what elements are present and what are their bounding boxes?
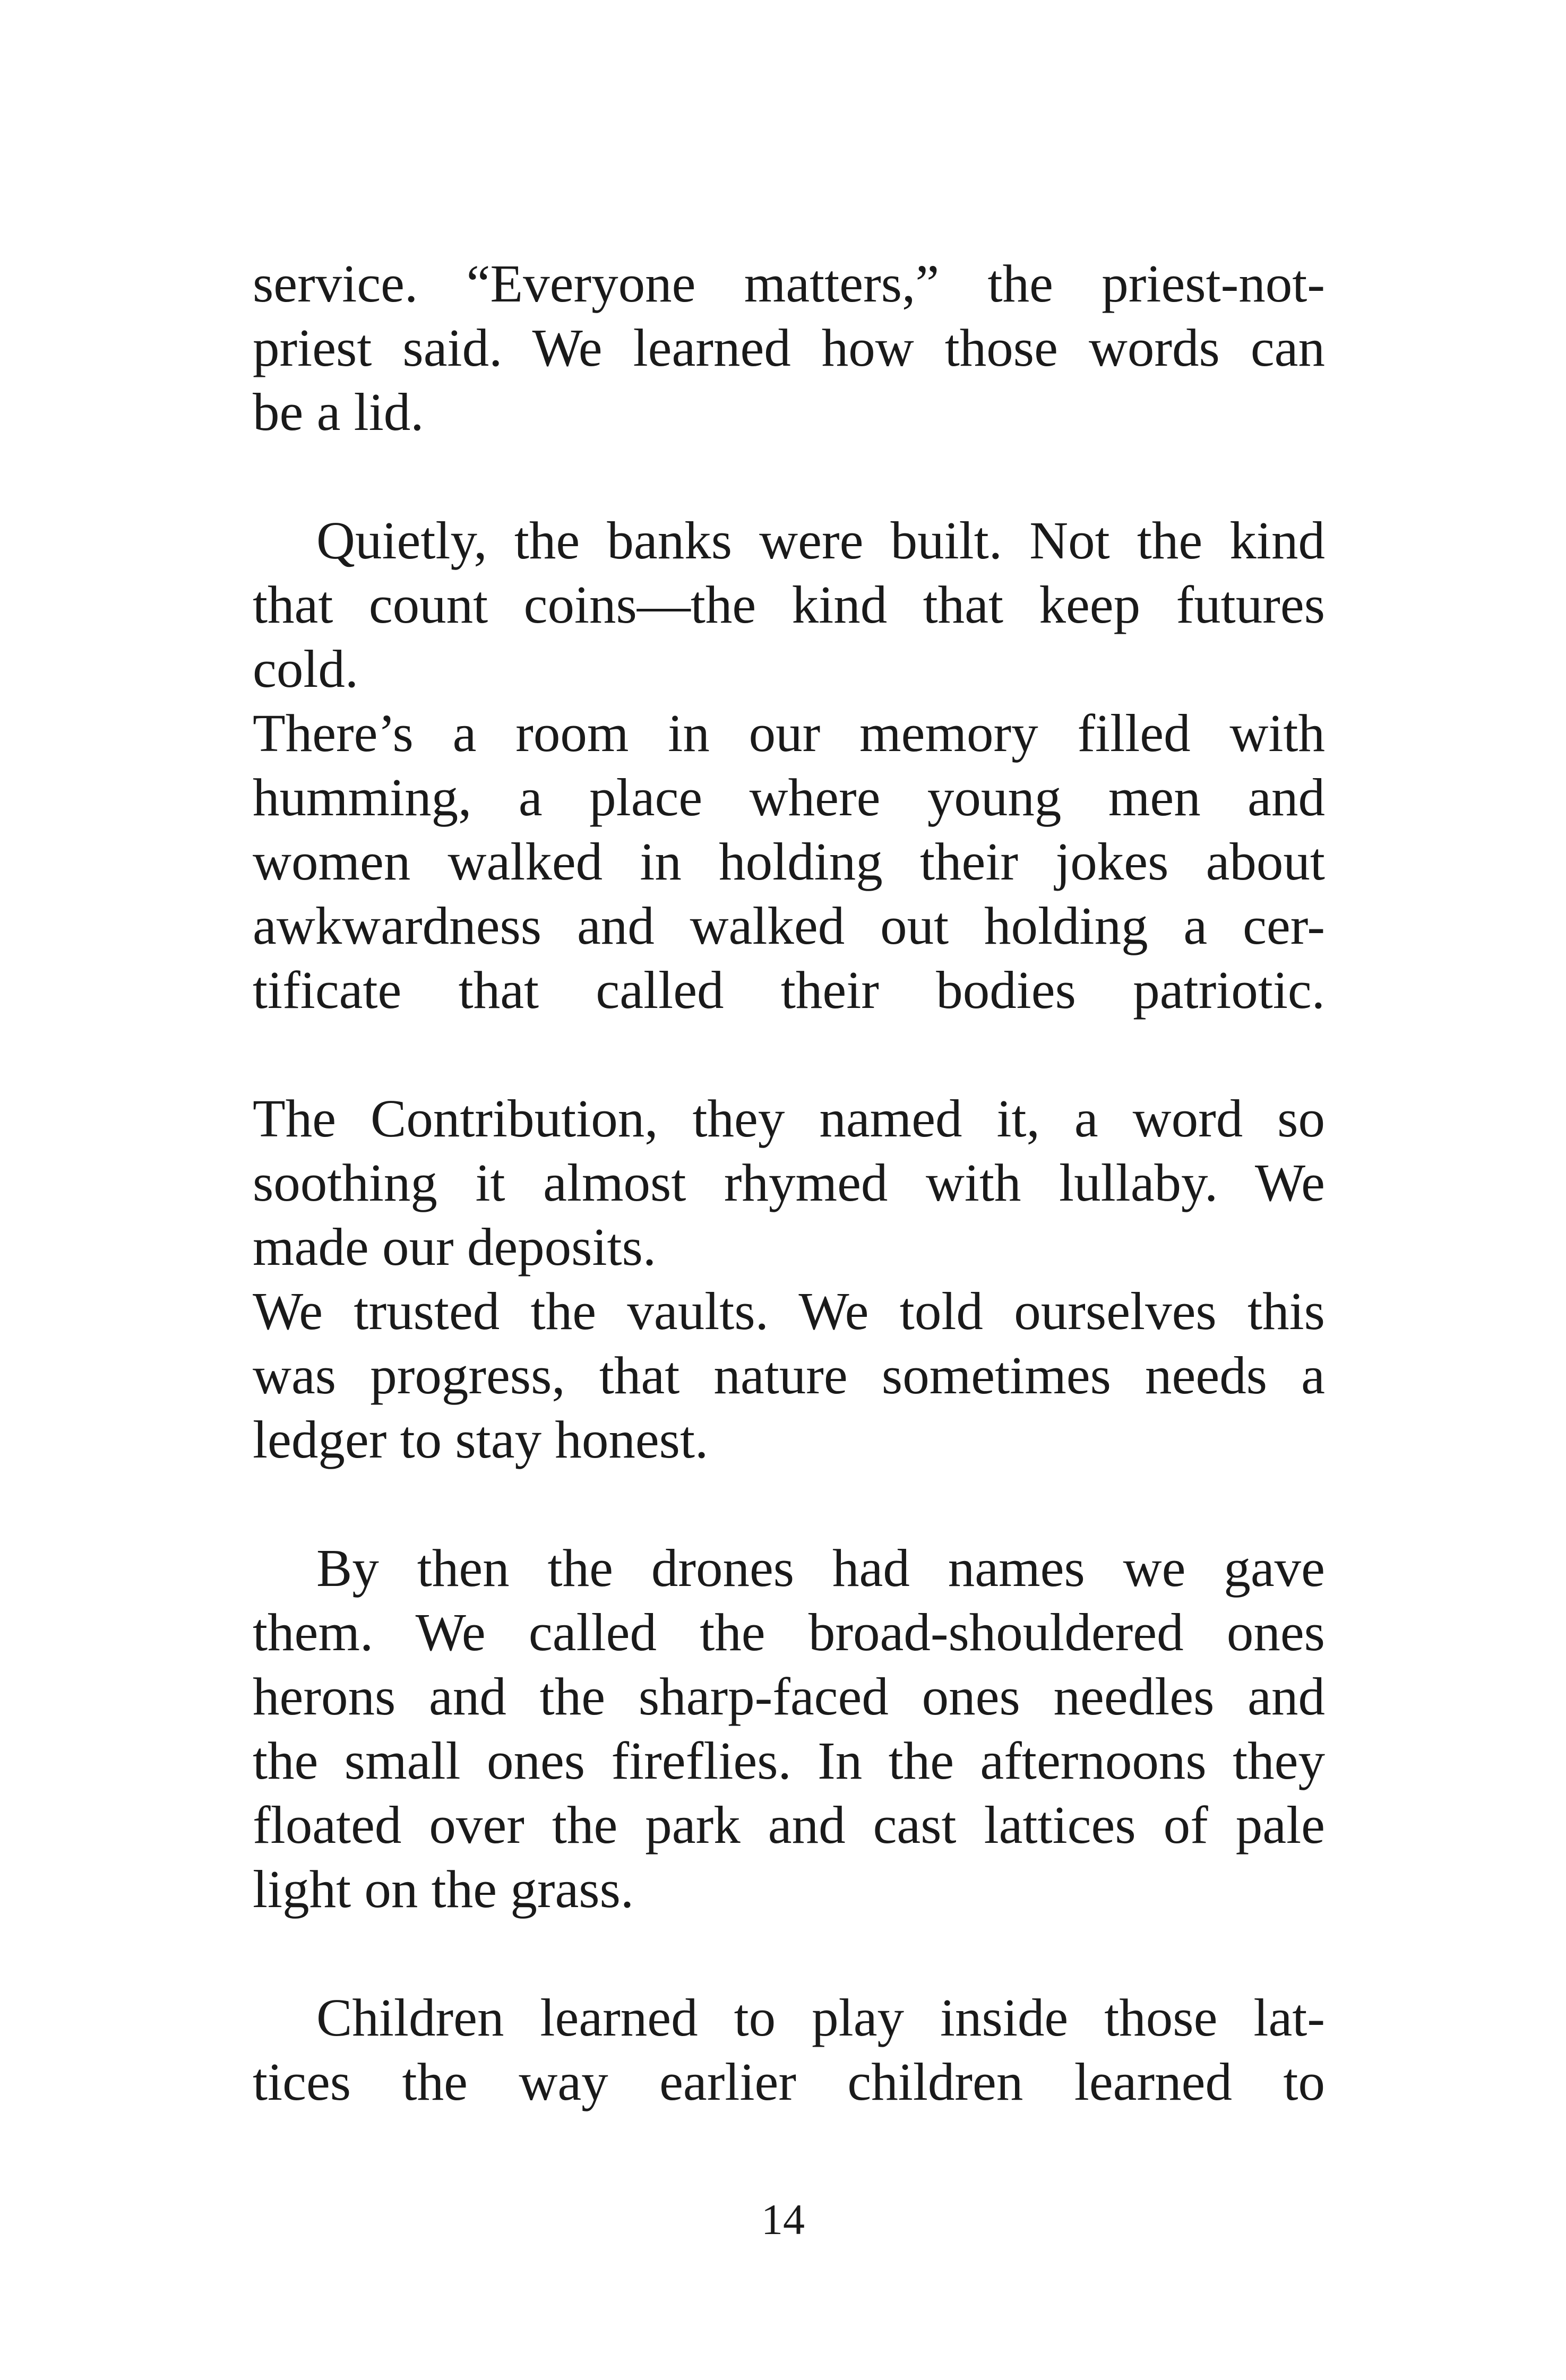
- text-line: made our deposits.: [253, 1217, 657, 1277]
- text-line: that count coins—the kind that keep futures: [253, 575, 1325, 634]
- text-line: service. “Everyone matters,” the priest-not-: [253, 254, 1325, 313]
- text-line: tificate that called their bodies patriotic.: [253, 960, 1325, 1020]
- text-line: awkwardness and walked out holding a cer-: [253, 896, 1325, 955]
- text-line: cold.: [253, 639, 359, 699]
- text-line: women walked in holding their jokes about: [253, 832, 1325, 891]
- text-line: The Contribution, they named it, a word so: [253, 1089, 1325, 1148]
- text-line: soothing it almost rhymed with lullaby. We: [253, 1153, 1325, 1212]
- text-line: ledger to stay honest.: [253, 1410, 709, 1469]
- text-line: was progress, that nature sometimes needs a: [253, 1346, 1325, 1405]
- page-number: 14: [761, 2195, 805, 2244]
- text-line: By then the drones had names we gave: [316, 1538, 1325, 1598]
- text-line: the small ones fireflies. In the afternoons they: [253, 1731, 1325, 1790]
- text-line: tices the way earlier children learned to: [253, 2052, 1325, 2111]
- text-line: humming, a place where young men and: [253, 768, 1325, 827]
- paragraph-gap: [253, 444, 1325, 508]
- body-text: [253, 252, 1325, 2114]
- text-line: herons and the sharp-faced ones needles and: [253, 1667, 1325, 1726]
- text-line: Children learned to play inside those lat-: [316, 1988, 1325, 2047]
- paragraph-gap: [253, 1472, 1325, 1536]
- text-line: priest said. We learned how those words can: [253, 318, 1325, 377]
- text-line: be a lid.: [253, 382, 424, 442]
- text-line: We trusted the vaults. We told ourselves this: [253, 1281, 1325, 1341]
- paragraph-gap: [253, 1022, 1325, 1086]
- text-line: light on the grass.: [253, 1859, 634, 1919]
- text-line: Quietly, the banks were built. Not the kind: [316, 511, 1325, 570]
- text-line: There’s a room in our memory filled with: [253, 703, 1325, 763]
- paragraph-gap: [253, 1921, 1325, 1986]
- text-line: them. We called the broad-shouldered ones: [253, 1602, 1325, 1662]
- text-line: floated over the park and cast lattices of pale: [253, 1795, 1325, 1855]
